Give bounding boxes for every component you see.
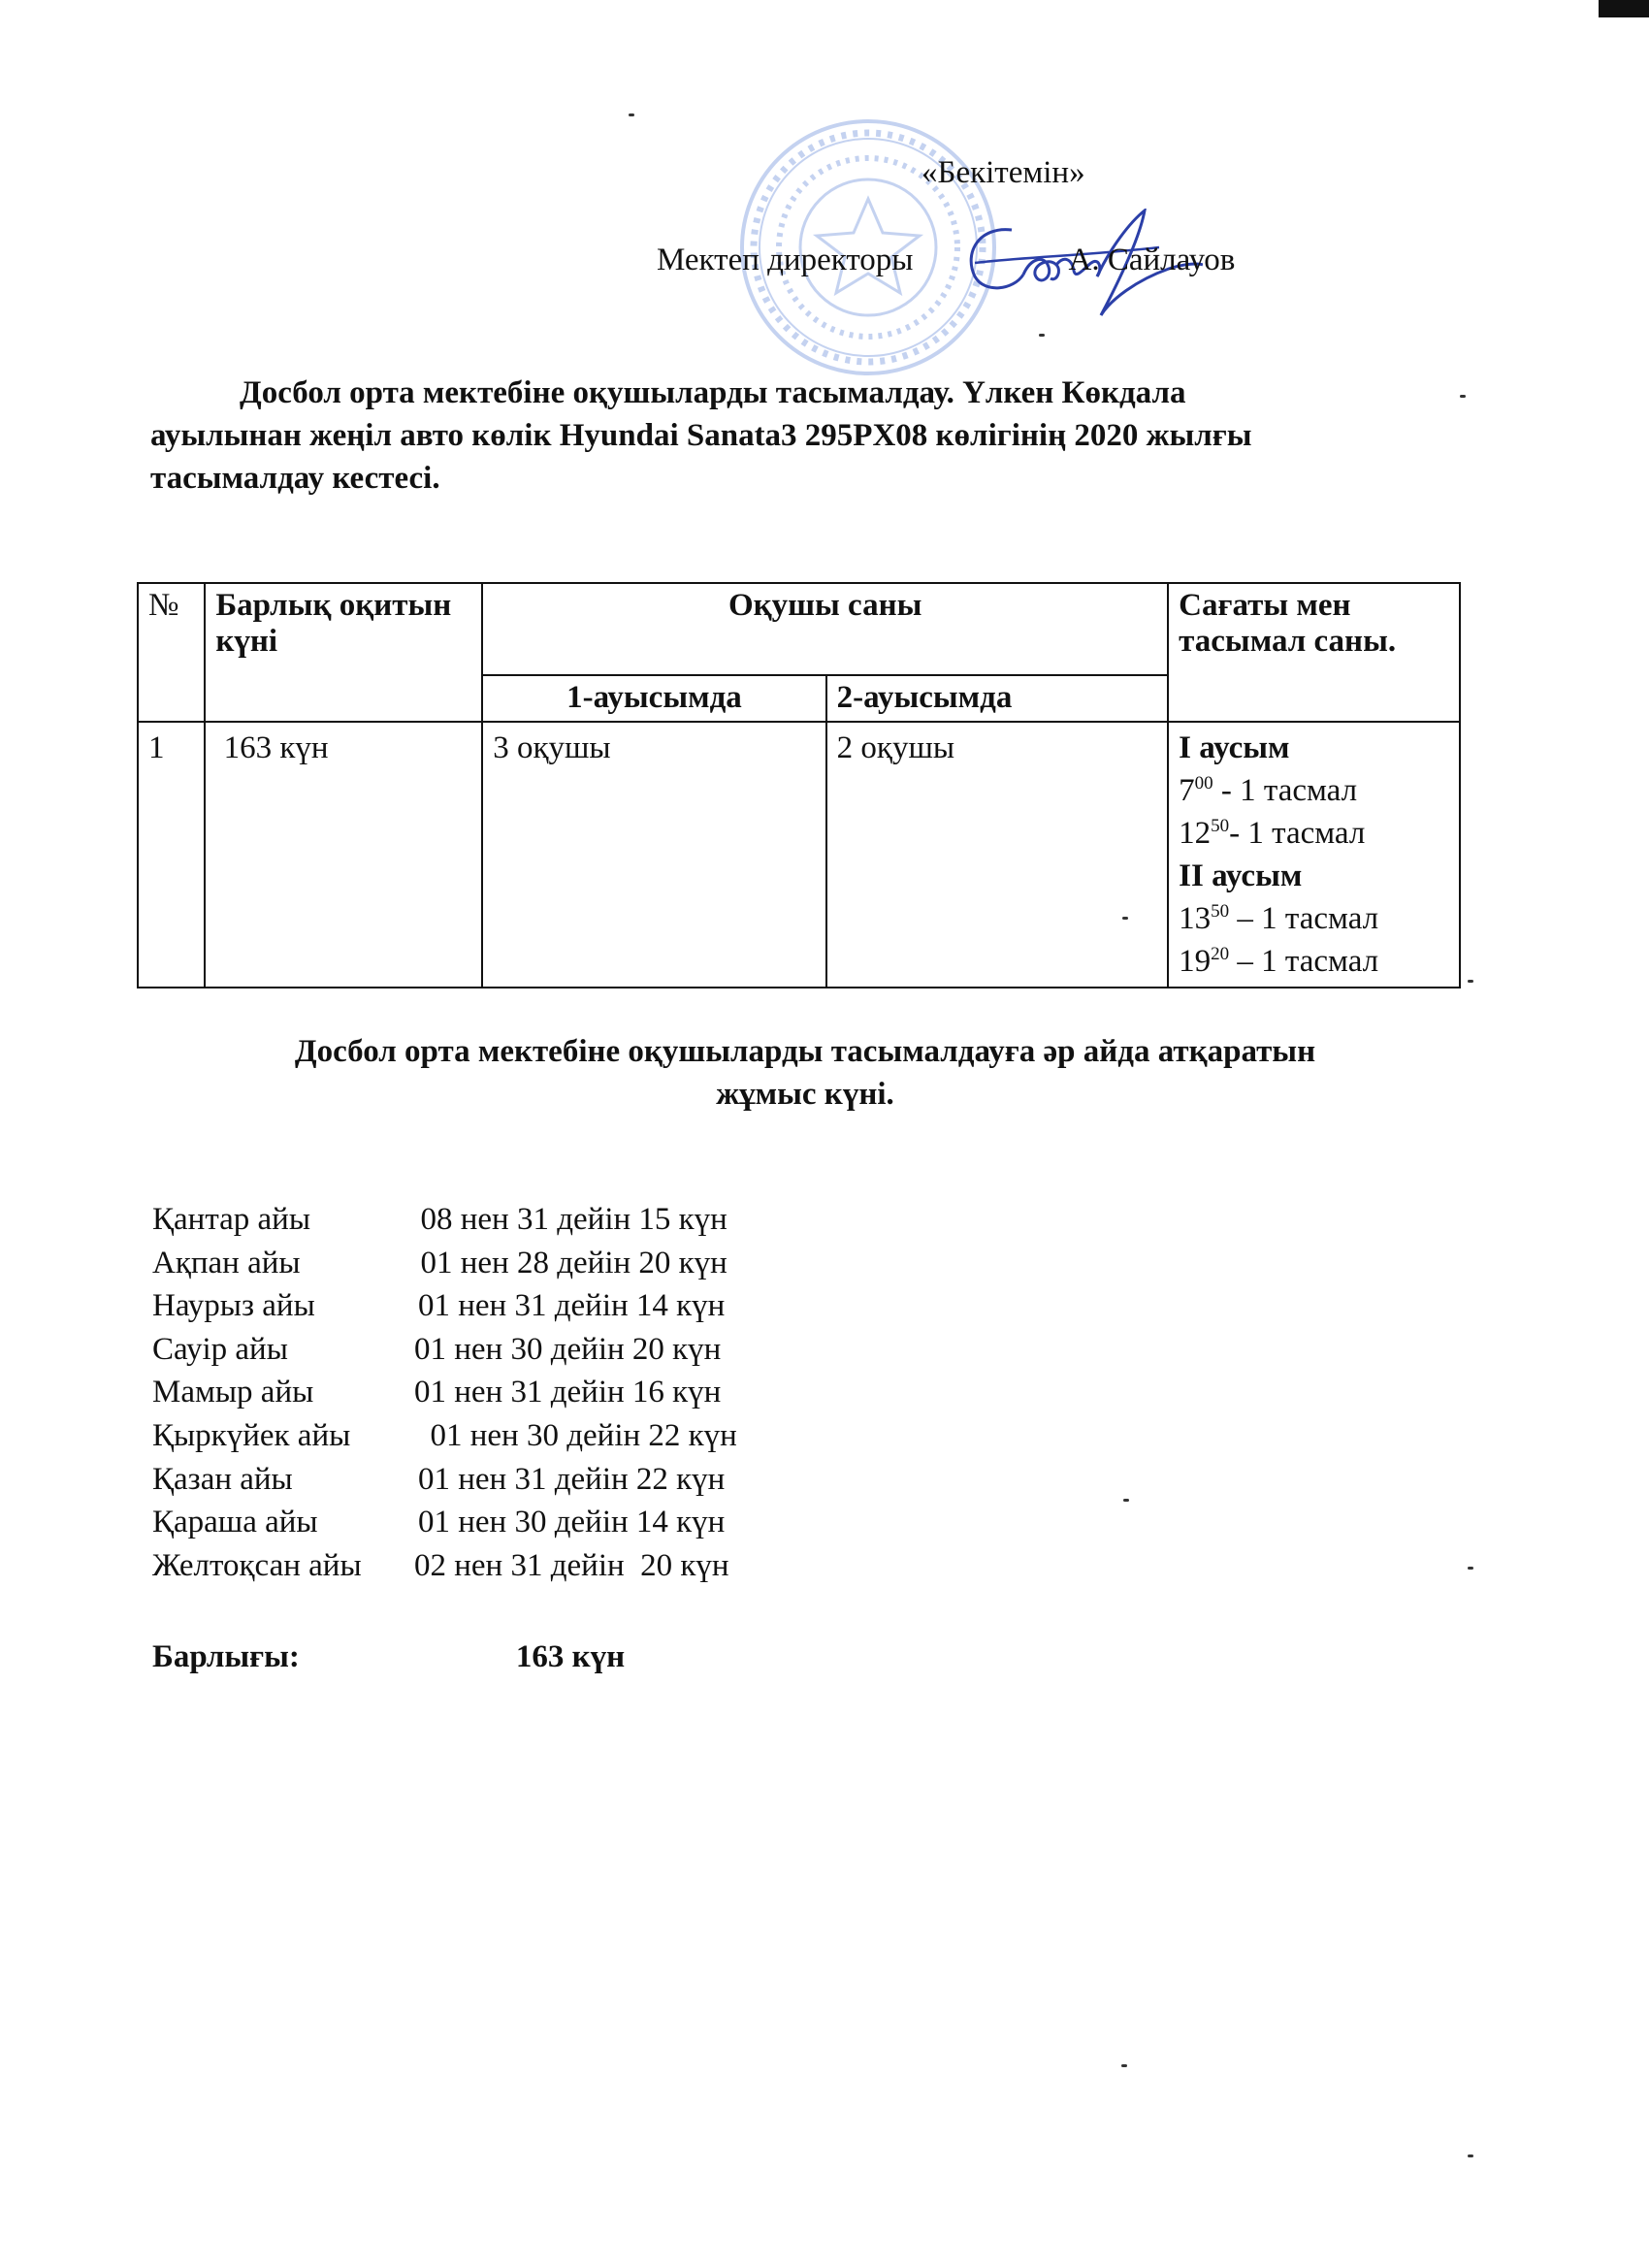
header-number: № xyxy=(138,583,205,722)
monthly-days-list xyxy=(152,1198,737,1587)
list-item: Қантар айы 08 нен 31 дейін 15 күн xyxy=(152,1202,728,1237)
time-entry: $12^{50}-$ 1 тасмал xyxy=(1179,816,1366,851)
header-shift-1: 1-ауысымда xyxy=(482,675,825,722)
director-name: А. Сайлауов xyxy=(1068,243,1236,277)
title-line-3: тасымалдау кестесі. xyxy=(150,461,440,496)
total-value: 163 күн xyxy=(515,1639,626,1674)
approval-label: «Бекітемін» xyxy=(922,155,1085,190)
scan-speck xyxy=(1123,1499,1129,1502)
time-entry: $7^{00} - 1$ тасмал xyxy=(1179,773,1358,808)
list-item: Қазан айы 01 нен 31 дейін 22 күн xyxy=(152,1461,726,1497)
header-shift-2: 2-ауысымда xyxy=(826,675,1169,722)
list-item: Қараша айы 01 нен 30 дейін 14 күн xyxy=(152,1505,726,1540)
scan-corner-mark xyxy=(1599,0,1649,17)
section-subtitle xyxy=(146,1030,1465,1116)
cell-times xyxy=(1168,722,1460,988)
cell-days-value: 163 күн xyxy=(223,730,329,765)
subtitle-line-1: Досбол орта мектебіне оқушыларды тасымалдауға әр айда атқаратын xyxy=(294,1034,1316,1069)
list-item: Ақпан айы 01 нен 28 дейін 20 күн xyxy=(152,1245,728,1280)
time-entry: $13^{50} - 1$ тасмал xyxy=(1179,901,1379,936)
total-label: Барлығы: xyxy=(152,1639,300,1674)
scan-speck xyxy=(1468,1567,1473,1570)
scan-speck xyxy=(1468,980,1473,983)
header-days: Барлық оқитын күні xyxy=(205,583,482,722)
scan-speck xyxy=(1468,2155,1473,2157)
time-entry: $19^{20} - 1$ тасмал xyxy=(1179,944,1379,979)
table-header-row xyxy=(138,583,1460,675)
cell-number: 1 xyxy=(138,722,205,988)
approval-signature-line xyxy=(657,243,1235,278)
table-row xyxy=(138,722,1460,988)
cell-shift-1-students: 3 оқушы xyxy=(482,722,825,988)
director-position: Мектеп директоры xyxy=(657,243,914,277)
list-item: Мамыр айы 01 нен 31 дейін 16 күн xyxy=(152,1375,722,1410)
total-days xyxy=(152,1639,625,1675)
shift-2-title: ІІ аусым xyxy=(1179,859,1303,893)
title-line-2: ауылынан жеңіл авто көлік Hyundai Sanata3 295PX08 көлігінің 2020 жылғы xyxy=(150,418,1252,453)
subtitle-line-2: жұмыс күні. xyxy=(716,1077,894,1112)
header-time: Сағаты мен тасымал саны. xyxy=(1168,583,1460,722)
title-line-1: Досбол орта мектебіне оқушыларды тасымалдау. Үлкен Көкдала xyxy=(240,375,1186,410)
cell-shift-2-students: 2 оқушы xyxy=(826,722,1169,988)
list-item: Сауір айы 01 нен 30 дейін 20 күн xyxy=(152,1331,722,1367)
scan-speck xyxy=(1121,2064,1127,2067)
list-item: Желтоқсан айы 02 нен 31 дейін 20 күн xyxy=(152,1547,729,1583)
list-item: Наурыз айы 01 нен 31 дейін 14 күн xyxy=(152,1288,726,1324)
list-item: Қыркүйек айы 01 нен 30 дейін 22 күн xyxy=(152,1417,737,1453)
shift-1-title: І аусым xyxy=(1179,730,1290,765)
scan-speck xyxy=(629,113,634,116)
cell-days xyxy=(205,722,482,988)
header-students: Оқушы саны xyxy=(482,583,1168,675)
document-title xyxy=(150,372,1470,500)
transport-schedule-table xyxy=(137,582,1461,988)
